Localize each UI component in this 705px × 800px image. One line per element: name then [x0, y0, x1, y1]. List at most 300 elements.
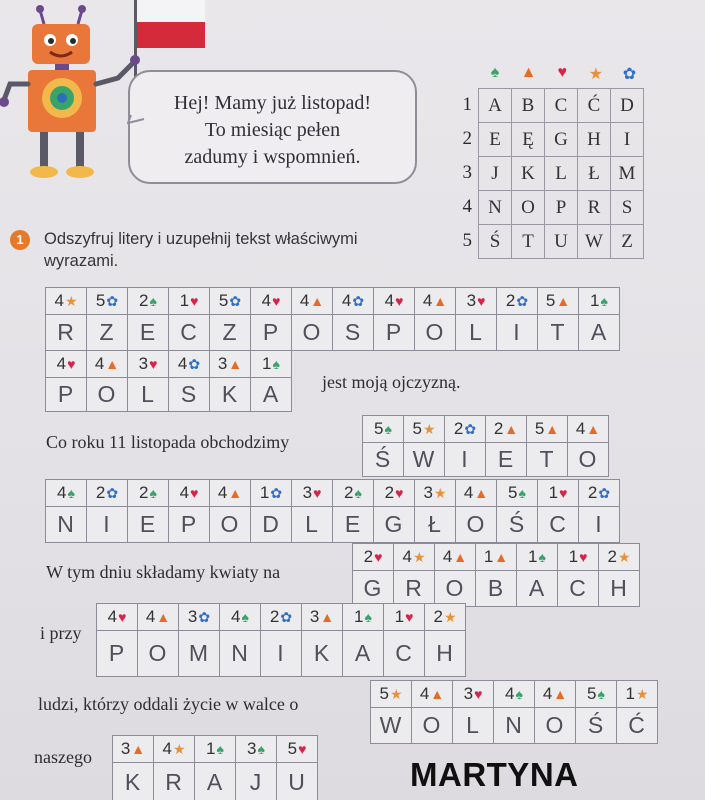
triangle-icon: ▲ — [430, 686, 445, 702]
bubble-line-3: zadumy i wspomnień. — [184, 146, 361, 168]
word-cell — [363, 416, 404, 476]
answer-letter-field[interactable]: L — [469, 319, 483, 345]
cipher-letter: Ś — [479, 225, 512, 259]
word-cell — [343, 604, 384, 676]
spade-icon: ♠ — [67, 485, 75, 501]
triangle-icon: ▲ — [553, 686, 568, 702]
code-clue: 1 ▲ — [476, 544, 516, 571]
word-grid-pomnikach — [96, 603, 466, 677]
word-cell — [617, 681, 657, 743]
cipher-letter: D — [611, 89, 644, 123]
code-clue: 3 ▲ — [113, 736, 153, 763]
spade-icon: ♠ — [216, 741, 224, 757]
spade-icon: ♠ — [364, 609, 372, 625]
code-clue: 4 ♥ — [169, 480, 209, 507]
heart-icon: ♥ — [190, 293, 199, 309]
code-clue: 1 ♠ — [195, 736, 235, 763]
triangle-icon: ▲ — [453, 549, 468, 565]
heart-icon: ♥ — [298, 741, 307, 757]
text-co-roku: Co roku 11 listopada obchodzimy — [46, 432, 290, 452]
cipher-letter: K — [512, 157, 545, 191]
triangle-icon: ▲ — [556, 293, 571, 309]
word-cell — [333, 480, 374, 542]
word-cell — [394, 544, 435, 606]
answer-letter-field[interactable]: N — [57, 511, 75, 537]
cipher-row — [479, 225, 644, 259]
answer-letter-field[interactable]: T — [539, 446, 555, 472]
answer-letter-field[interactable]: K — [313, 640, 331, 666]
spade-icon: ♠ — [490, 64, 500, 81]
heart-icon: ♥ — [559, 485, 568, 501]
word-cell — [97, 604, 138, 676]
code-clue: 3 ♥ — [456, 288, 496, 315]
code-clue: 4 ▲ — [138, 604, 178, 631]
word-cell — [415, 480, 456, 542]
spade-icon: ♠ — [354, 485, 362, 501]
word-cell — [292, 480, 333, 542]
answer-letter-field[interactable]: E — [139, 511, 157, 537]
star-icon: ★ — [172, 740, 186, 757]
answer-letter-field[interactable]: O — [220, 511, 240, 537]
code-clue: 2 ♠ — [128, 288, 168, 315]
heart-icon: ♥ — [395, 485, 404, 501]
word-grid-polska — [45, 350, 292, 412]
cipher-letter: I — [611, 123, 644, 157]
spade-icon: ♠ — [257, 741, 265, 757]
star-icon: ★ — [389, 685, 403, 702]
code-clue: 2 ♠ — [128, 480, 168, 507]
triangle-icon: ▲ — [105, 356, 120, 372]
spade-icon: ♠ — [518, 485, 526, 501]
answer-letter-field[interactable]: C — [569, 575, 587, 601]
answer-letter-field[interactable]: P — [57, 381, 75, 407]
word-cell — [46, 288, 87, 350]
code-clue: 2 ♥ — [374, 480, 414, 507]
answer-letter-field[interactable]: S — [344, 319, 362, 345]
word-cell — [261, 604, 302, 676]
cipher-letter: A — [479, 89, 512, 123]
word-cell — [568, 416, 608, 476]
answer-letter-field[interactable]: L — [305, 511, 319, 537]
triangle-icon: ▲ — [310, 293, 325, 309]
student-name: MARTYNA — [410, 756, 579, 793]
triangle-icon: ▲ — [504, 421, 519, 437]
word-cell — [486, 416, 527, 476]
code-clue: 5 ♠ — [576, 681, 616, 708]
code-clue: 4 ♥ — [374, 288, 414, 315]
word-cell — [251, 351, 291, 411]
word-cell — [453, 681, 494, 743]
code-clue: 2 ✿ — [579, 480, 619, 507]
answer-letter-field[interactable]: Ł — [428, 511, 442, 537]
answer-letter-field[interactable]: H — [436, 640, 454, 666]
code-clue: 5 ▲ — [527, 416, 567, 443]
flower-icon: ✿ — [198, 608, 211, 625]
code-clue: 4 ★ — [154, 736, 194, 763]
answer-letter-field[interactable]: O — [578, 446, 598, 472]
word-cell — [384, 604, 425, 676]
answer-letter-field[interactable]: I — [595, 511, 603, 537]
answer-letter-field[interactable]: U — [288, 768, 306, 795]
answer-letter-field[interactable]: W — [379, 712, 403, 738]
code-clue: 3 ★ — [415, 480, 455, 507]
word-cell — [128, 480, 169, 542]
answer-letter-field[interactable]: E — [344, 511, 362, 537]
word-cell — [456, 288, 497, 350]
answer-letter-field[interactable]: P — [180, 511, 198, 537]
cipher-row-number: 1 — [462, 94, 472, 115]
cipher-letter: Z — [611, 225, 644, 259]
answer-letter-field[interactable]: G — [384, 511, 404, 537]
cipher-letter: Ł — [578, 157, 611, 191]
triangle-icon: ▲ — [228, 356, 243, 372]
cipher-letter: Ę — [512, 123, 545, 157]
flower-icon: ✿ — [464, 420, 477, 437]
code-clue: 2 ✿ — [87, 480, 127, 507]
word-cell — [527, 416, 568, 476]
answer-letter-field[interactable]: J — [249, 768, 263, 795]
word-cell — [579, 288, 619, 350]
answer-letter-field[interactable]: Ć — [628, 712, 646, 738]
code-clue: 2 ✿ — [445, 416, 485, 443]
code-clue: 1 ♥ — [538, 480, 578, 507]
word-cell — [87, 480, 128, 542]
heart-icon: ♥ — [477, 293, 486, 309]
word-cell — [497, 480, 538, 542]
code-clue: 5 ♠ — [497, 480, 537, 507]
code-clue: 4 ♥ — [251, 288, 291, 315]
code-clue: 3 ♥ — [453, 681, 493, 708]
answer-letter-field[interactable]: D — [262, 511, 280, 537]
answer-letter-field[interactable]: I — [277, 640, 285, 666]
cipher-letter: H — [578, 123, 611, 157]
triangle-icon: ▲ — [320, 609, 335, 625]
bubble-tail — [127, 95, 147, 125]
answer-letter-field[interactable]: S — [180, 381, 198, 407]
answer-letter-field[interactable]: L — [466, 712, 480, 738]
answer-letter-field[interactable]: E — [139, 319, 157, 345]
word-grid-niepodleglosci — [45, 479, 620, 543]
bubble-line-1: Hej! Mamy już listopad! — [173, 92, 372, 114]
answer-letter-field[interactable]: O — [422, 712, 442, 738]
code-clue: 5 ✿ — [87, 288, 127, 315]
star-icon: ★ — [412, 548, 426, 565]
heart-icon: ♥ — [190, 485, 199, 501]
flower-icon: ✿ — [188, 355, 201, 372]
heart-icon: ♥ — [272, 293, 281, 309]
cipher-letter: B — [512, 89, 545, 123]
word-grid-rzeczpospolita — [45, 287, 620, 351]
spade-icon: ♠ — [515, 686, 523, 702]
word-grid-swieto — [362, 415, 609, 477]
word-cell — [374, 480, 415, 542]
word-cell — [497, 288, 538, 350]
word-cell — [517, 544, 558, 606]
word-cell — [236, 736, 277, 800]
star-icon: ★ — [422, 420, 436, 437]
cipher-letter: T — [512, 225, 545, 259]
answer-letter-field[interactable]: B — [487, 575, 505, 601]
word-cell — [292, 288, 333, 350]
code-clue: 4 ♠ — [46, 480, 86, 507]
word-cell — [87, 351, 128, 411]
heart-icon: ♥ — [149, 356, 158, 372]
cipher-row — [479, 157, 644, 191]
spade-icon: ♠ — [272, 356, 280, 372]
code-clue: 4 ▲ — [412, 681, 452, 708]
code-clue: 2 ✿ — [497, 288, 537, 315]
word-cell — [576, 681, 617, 743]
answer-letter-field[interactable]: W — [412, 446, 436, 472]
answer-letter-field[interactable]: Ś — [587, 712, 605, 738]
cipher-row-number: 5 — [462, 230, 472, 251]
word-cell — [277, 736, 317, 800]
code-clue: 1 ♥ — [384, 604, 424, 631]
code-clue: 1 ♠ — [343, 604, 383, 631]
word-cell — [128, 288, 169, 350]
heart-icon: ♥ — [374, 549, 383, 565]
code-clue: 4 ▲ — [535, 681, 575, 708]
answer-letter-field[interactable]: Z — [99, 319, 115, 345]
word-cell — [179, 604, 220, 676]
word-cell — [415, 288, 456, 350]
triangle-icon: ▲ — [545, 421, 560, 437]
word-cell — [46, 351, 87, 411]
answer-letter-field[interactable]: O — [445, 575, 465, 601]
answer-letter-field[interactable]: A — [354, 640, 372, 666]
cipher-table — [478, 88, 644, 259]
answer-letter-field[interactable]: E — [497, 446, 515, 472]
word-cell — [412, 681, 453, 743]
code-clue: 4 ♠ — [494, 681, 534, 708]
triangle-icon: ▲ — [433, 293, 448, 309]
answer-letter-field[interactable]: O — [425, 319, 445, 345]
answer-letter-field[interactable]: Ś — [508, 511, 526, 537]
word-cell — [374, 288, 415, 350]
answer-letter-field[interactable]: L — [141, 381, 155, 407]
answer-letter-field[interactable]: T — [550, 319, 566, 345]
flower-icon: ✿ — [106, 292, 119, 309]
code-clue: 2 ✿ — [261, 604, 301, 631]
answer-letter-field[interactable]: R — [165, 768, 183, 795]
heart-icon: ♥ — [313, 485, 322, 501]
code-clue: 2 ★ — [599, 544, 639, 571]
flower-icon: ✿ — [598, 484, 611, 501]
flower-icon: ✿ — [352, 292, 365, 309]
word-cell — [579, 480, 619, 542]
cipher-row — [479, 191, 644, 225]
answer-letter-field[interactable]: P — [262, 319, 280, 345]
word-cell — [558, 544, 599, 606]
cipher-letter: W — [578, 225, 611, 259]
word-cell — [251, 288, 292, 350]
code-clue: 1 ★ — [617, 681, 657, 708]
spade-icon: ♠ — [384, 421, 392, 437]
code-clue: 5 ✿ — [210, 288, 250, 315]
answer-letter-field[interactable]: O — [97, 381, 117, 407]
answer-letter-field[interactable]: K — [221, 381, 239, 407]
answer-letter-field[interactable]: O — [545, 712, 565, 738]
code-clue: 4 ✿ — [333, 288, 373, 315]
word-cell — [210, 288, 251, 350]
answer-letter-field[interactable]: I — [513, 319, 521, 345]
speech-bubble — [128, 70, 417, 184]
cipher-letter: N — [479, 191, 512, 225]
code-clue: 4 ▲ — [568, 416, 608, 443]
answer-letter-field[interactable]: A — [262, 381, 280, 407]
answer-letter-field[interactable]: I — [461, 446, 469, 472]
cipher-letter: M — [611, 157, 644, 191]
answer-letter-field[interactable]: R — [57, 319, 75, 345]
word-cell — [538, 288, 579, 350]
answer-letter-field[interactable]: I — [103, 511, 111, 537]
star-icon: ★ — [443, 608, 457, 625]
code-clue: 3 ✿ — [179, 604, 219, 631]
spade-icon: ♠ — [241, 609, 249, 625]
word-cell — [87, 288, 128, 350]
spade-icon: ♠ — [149, 293, 157, 309]
answer-letter-field[interactable]: A — [206, 768, 224, 795]
heart-icon: ♥ — [579, 549, 588, 565]
answer-letter-field[interactable]: A — [528, 575, 546, 601]
answer-letter-field[interactable]: P — [385, 319, 403, 345]
answer-letter-field[interactable]: C — [180, 319, 198, 345]
code-clue: 4 ▲ — [456, 480, 496, 507]
answer-letter-field[interactable]: O — [466, 511, 486, 537]
answer-letter-field[interactable]: O — [148, 640, 168, 666]
cipher-row — [479, 123, 644, 157]
cipher-row — [479, 89, 644, 123]
word-cell — [169, 351, 210, 411]
code-clue: 3 ♥ — [128, 351, 168, 378]
word-cell — [302, 604, 343, 676]
code-clue: 2 ▲ — [486, 416, 526, 443]
code-clue: 4 ♠ — [220, 604, 260, 631]
triangle-icon: ▲ — [156, 609, 171, 625]
cipher-letter: L — [545, 157, 578, 191]
code-clue: 3 ▲ — [302, 604, 342, 631]
cipher-letter: J — [479, 157, 512, 191]
triangle-icon: ▲ — [228, 485, 243, 501]
answer-letter-field[interactable]: R — [405, 575, 423, 601]
heart-icon: ♥ — [67, 356, 76, 372]
word-cell — [113, 736, 154, 800]
cipher-letter: P — [545, 191, 578, 225]
task-number-badge: 1 — [10, 230, 30, 250]
heart-icon: ♥ — [405, 609, 414, 625]
triangle-icon: ▲ — [474, 485, 489, 501]
code-clue: 3 ♠ — [236, 736, 276, 763]
flower-icon: ✿ — [280, 608, 293, 625]
code-clue: 1 ♠ — [251, 351, 291, 378]
code-clue: 3 ▲ — [210, 351, 250, 378]
cipher-row-number: 2 — [462, 128, 472, 149]
triangle-icon: ▲ — [520, 64, 537, 81]
word-cell — [195, 736, 236, 800]
word-cell — [456, 480, 497, 542]
heart-icon: ♥ — [395, 293, 404, 309]
word-cell — [220, 604, 261, 676]
answer-letter-field[interactable]: C — [549, 511, 567, 537]
cipher-letter: E — [479, 123, 512, 157]
triangle-icon: ▲ — [131, 741, 146, 757]
cipher-row-number: 3 — [462, 162, 472, 183]
flower-icon: ✿ — [622, 66, 637, 83]
answer-letter-field[interactable]: P — [108, 640, 126, 666]
cipher-letter: O — [512, 191, 545, 225]
code-clue: 4 ★ — [394, 544, 434, 571]
answer-letter-field[interactable]: N — [505, 712, 523, 738]
code-clue: 1 ♠ — [579, 288, 619, 315]
code-clue: 2 ♥ — [353, 544, 393, 571]
cipher-row-number: 4 — [462, 196, 472, 217]
text-naszego: naszego — [34, 747, 92, 767]
code-clue: 1 ♥ — [169, 288, 209, 315]
code-clue: 2 ♠ — [333, 480, 373, 507]
bubble-line-2: To miesiąc pełen — [204, 119, 341, 141]
code-clue: 4 ▲ — [292, 288, 332, 315]
word-cell — [404, 416, 445, 476]
code-clue: 4 ★ — [46, 288, 86, 315]
answer-letter-field[interactable]: G — [363, 575, 383, 601]
answer-letter-field[interactable]: K — [124, 768, 142, 795]
answer-letter-field[interactable]: Ś — [374, 446, 392, 472]
text-ludzi: ludzi, którzy oddali życie w walce o — [38, 694, 299, 714]
word-cell — [333, 288, 374, 350]
flower-icon: ✿ — [106, 484, 119, 501]
answer-letter-field[interactable]: O — [302, 319, 322, 345]
cipher-letter: R — [578, 191, 611, 225]
answer-letter-field[interactable]: A — [590, 319, 608, 345]
word-grid-grobach — [352, 543, 640, 607]
answer-letter-field[interactable]: Z — [222, 319, 238, 345]
word-cell — [435, 544, 476, 606]
star-icon: ★ — [64, 292, 78, 309]
cipher-letter: C — [545, 89, 578, 123]
word-cell — [599, 544, 639, 606]
word-grid-wolnosc — [370, 680, 658, 744]
word-grid-kraju — [112, 735, 318, 800]
word-cell — [169, 480, 210, 542]
word-cell — [154, 736, 195, 800]
code-clue: 2 ★ — [425, 604, 465, 631]
code-clue: 4 ▲ — [87, 351, 127, 378]
code-clue: 5 ♥ — [277, 736, 317, 763]
word-cell — [46, 480, 87, 542]
code-clue: 4 ▲ — [435, 544, 475, 571]
word-cell — [251, 480, 292, 542]
answer-letter-field[interactable]: C — [395, 640, 413, 666]
answer-letter-field[interactable]: N — [231, 640, 249, 666]
flower-icon: ✿ — [270, 484, 283, 501]
triangle-icon: ▲ — [494, 549, 509, 565]
answer-letter-field[interactable]: H — [610, 575, 628, 601]
text-jest-moja-ojczyzna: jest moją ojczyzną. — [322, 372, 461, 392]
spade-icon: ♠ — [538, 549, 546, 565]
code-clue: 3 ♥ — [292, 480, 332, 507]
flower-icon: ✿ — [229, 292, 242, 309]
spade-icon: ♠ — [149, 485, 157, 501]
code-clue: 5 ★ — [371, 681, 411, 708]
code-clue: 4 ▲ — [210, 480, 250, 507]
code-clue: 4 ✿ — [169, 351, 209, 378]
word-cell — [535, 681, 576, 743]
code-clue: 4 ▲ — [415, 288, 455, 315]
cipher-letter: U — [545, 225, 578, 259]
code-clue: 1 ♥ — [558, 544, 598, 571]
word-cell — [476, 544, 517, 606]
answer-letter-field[interactable]: M — [188, 640, 210, 666]
